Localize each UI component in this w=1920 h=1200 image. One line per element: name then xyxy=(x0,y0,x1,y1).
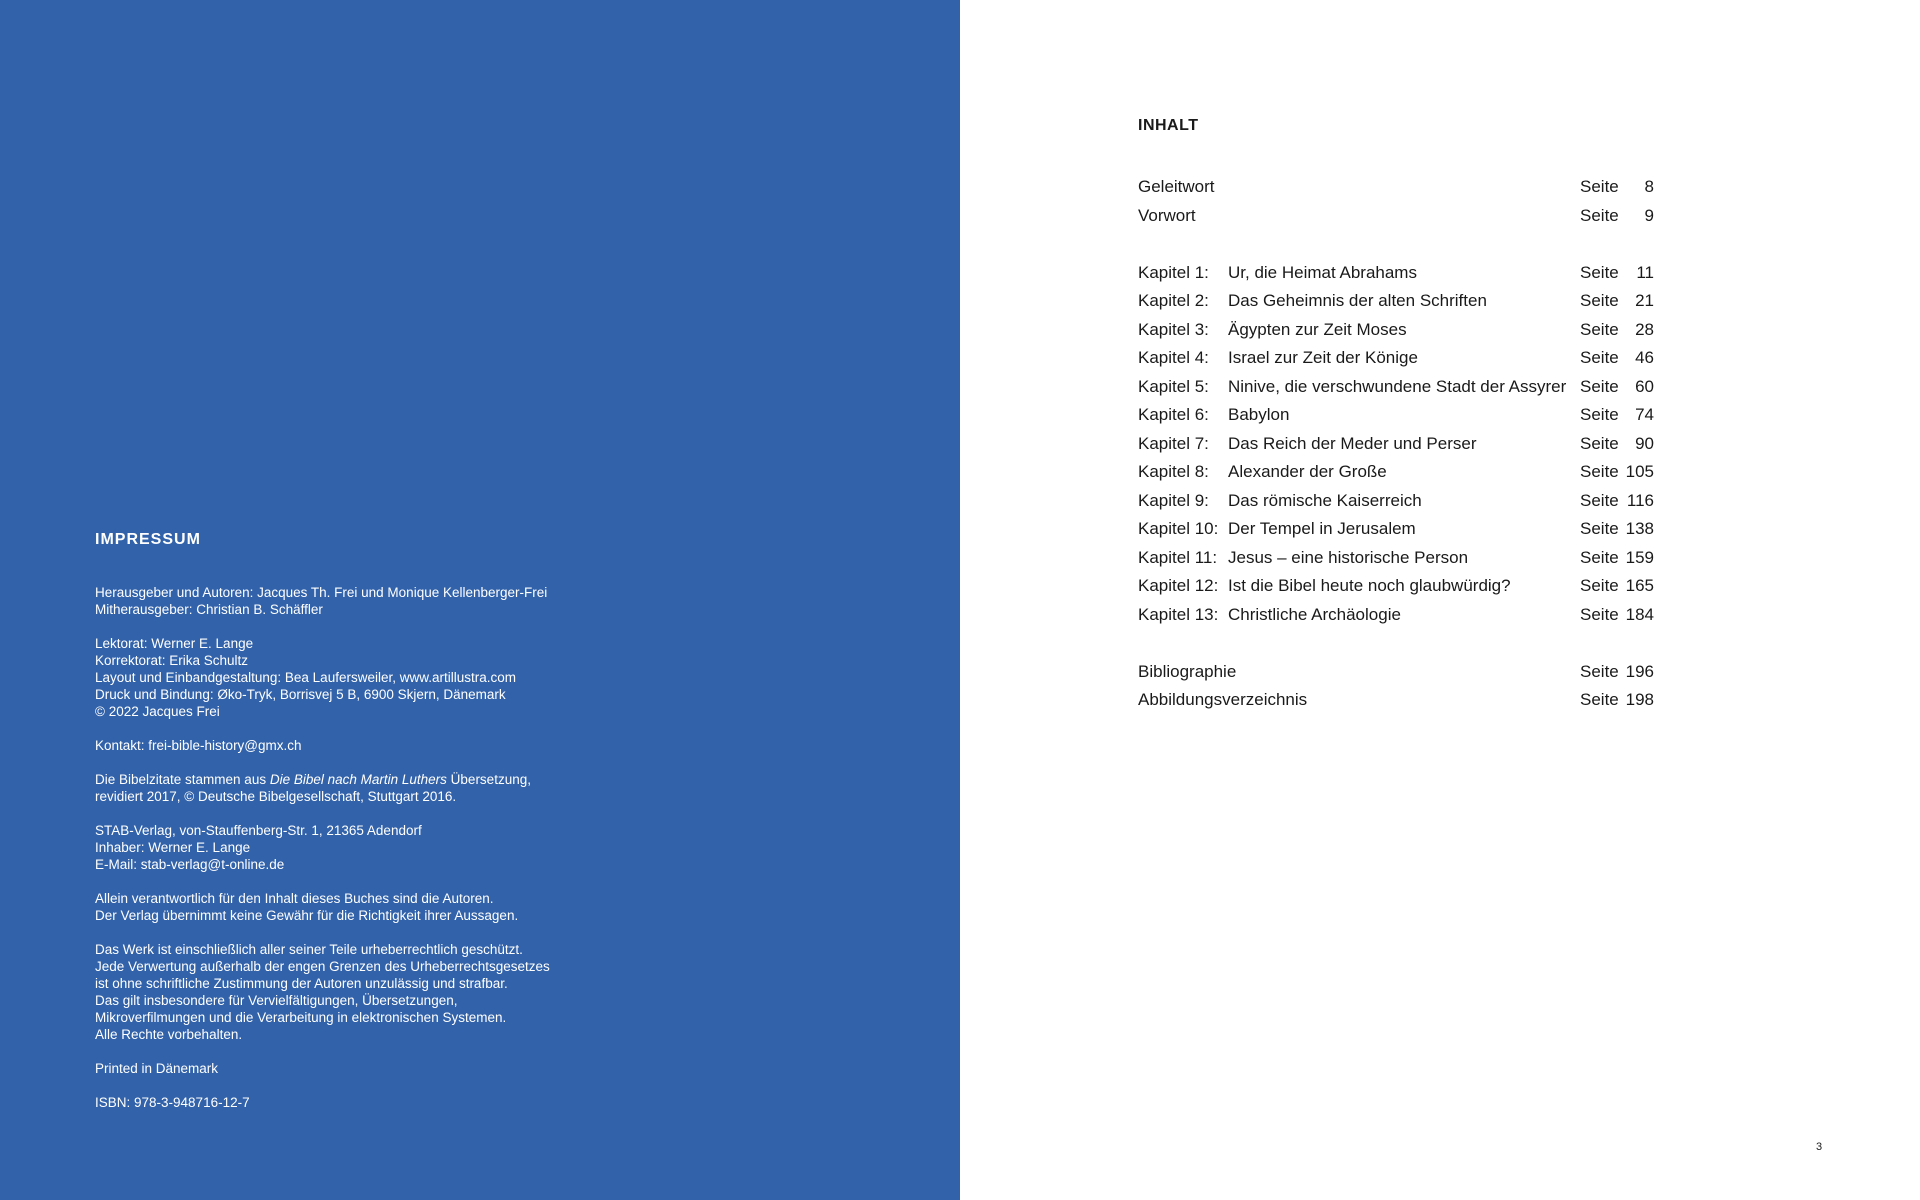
toc-chapter-label: Kapitel 6: xyxy=(1138,405,1209,424)
toc-seite-label: Seite xyxy=(1580,291,1619,310)
toc-chapter-label: Kapitel 9: xyxy=(1138,490,1209,510)
toc-chapter-label: Kapitel 12: xyxy=(1138,576,1219,595)
toc-chapter-entry xyxy=(1138,344,1738,373)
imp-line: Mikroverfilmungen und die Verarbeitung in elektronischen Systemen. xyxy=(95,1010,507,1025)
toc-page-number: 74 xyxy=(1635,405,1654,424)
toc-chapter-entry xyxy=(1138,544,1738,573)
imp-line: Druck und Bindung: Øko-Tryk, Borrisvej 5 B, 6900 Skjern, Dänemark xyxy=(95,687,506,702)
toc-chapter-entry xyxy=(1138,458,1738,487)
toc-page-number: 9 xyxy=(1644,205,1654,225)
imp-line: ISBN: 978-3-948716-12-7 xyxy=(95,1095,250,1110)
toc-entry-title: Israel zur Zeit der Könige xyxy=(1228,348,1418,367)
toc-page-number: 196 xyxy=(1625,661,1654,681)
toc-seite-label: Seite xyxy=(1580,319,1619,339)
toc-page-number: 105 xyxy=(1625,462,1654,481)
toc-seite-label: Seite xyxy=(1580,433,1619,453)
toc-chapter-entry xyxy=(1138,401,1738,430)
toc-seite-label: Seite xyxy=(1580,177,1619,196)
imp-line: Herausgeber und Autoren: Jacques Th. Frei und Monique Kellenberger-Frei xyxy=(95,585,548,600)
toc-chapter-entry xyxy=(1138,601,1738,630)
imp-line: Jede Verwertung außerhalb der engen Grenzen des Urheberrechtsgesetzes xyxy=(95,959,550,974)
toc-seite-label: Seite xyxy=(1580,205,1619,225)
toc-page-number: 159 xyxy=(1625,547,1654,567)
toc-chapter-entry xyxy=(1138,373,1738,402)
imp-block-publisher xyxy=(95,822,915,873)
impressum-section xyxy=(95,530,915,1128)
toc-page-number: 116 xyxy=(1626,490,1654,510)
toc-seite-label: Seite xyxy=(1580,547,1619,567)
toc-entry-title: Das römische Kaiserreich xyxy=(1228,490,1422,510)
toc-entry-title: Babylon xyxy=(1228,405,1290,424)
toc-front-matter xyxy=(1138,173,1738,230)
toc-page-number: 46 xyxy=(1635,348,1654,367)
toc-seite-label: Seite xyxy=(1580,490,1619,510)
toc-entry-title: Geleitwort xyxy=(1138,177,1215,196)
imp-block-contact xyxy=(95,737,915,754)
toc-chapter-entry xyxy=(1138,316,1738,345)
toc-seite-label: Seite xyxy=(1580,405,1619,424)
toc-page-number: 8 xyxy=(1644,177,1654,196)
toc-entry-title: Das Reich der Meder und Perser xyxy=(1228,433,1477,453)
imp-block-bible-quotes xyxy=(95,771,915,805)
page-number: 3 xyxy=(1816,1141,1823,1153)
toc-chapter-entry xyxy=(1138,430,1738,459)
toc-chapter-entry xyxy=(1138,572,1738,601)
imp-line: Das Werk ist einschließlich aller seiner Teile urheberrechtlich geschützt. xyxy=(95,942,523,957)
toc-entry-title: Ist die Bibel heute noch glaubwürdig? xyxy=(1228,576,1511,595)
toc-page-number: 90 xyxy=(1635,433,1654,453)
imp-line: © 2022 Jacques Frei xyxy=(95,704,220,719)
toc-page-number: 11 xyxy=(1636,262,1654,282)
toc-page-number: 28 xyxy=(1635,319,1654,339)
imp-block-responsibility xyxy=(95,890,915,924)
toc-seite-label: Seite xyxy=(1580,661,1619,681)
imp-line: STAB-Verlag, von-Stauffenberg-Str. 1, 21365 Adendorf xyxy=(95,823,422,838)
imp-line: Mitherausgeber: Christian B. Schäffler xyxy=(95,602,323,617)
toc-entry-title: Jesus – eine historische Person xyxy=(1228,547,1469,567)
toc-entry-title: Ur, die Heimat Abrahams xyxy=(1228,262,1417,282)
imp-line: E-Mail: stab-verlag@t-online.de xyxy=(95,857,285,872)
toc-entry-title: Das Geheimnis der alten Schriften xyxy=(1228,291,1487,310)
imp-line: Korrektorat: Erika Schultz xyxy=(95,653,249,668)
imp-block-printed-in xyxy=(95,1060,915,1077)
toc-page-number: 165 xyxy=(1625,576,1654,595)
imp-line: Das gilt insbesondere für Vervielfältigungen, Übersetzungen, xyxy=(95,993,458,1008)
toc-seite-label: Seite xyxy=(1580,576,1619,595)
imp-line-bible-source xyxy=(95,771,915,788)
contents-page xyxy=(960,0,1920,1200)
imp-line: Der Verlag übernimmt keine Gewähr für die Richtigkeit ihrer Aussagen. xyxy=(95,908,519,923)
toc-entry xyxy=(1138,658,1738,687)
impressum-heading: IMPRESSUM xyxy=(95,531,201,548)
bible-quote-prefix: Die Bibelzitate stammen aus xyxy=(95,772,270,787)
toc-entry-title: Alexander der Große xyxy=(1228,462,1387,481)
toc-entry-title: Bibliographie xyxy=(1138,661,1237,681)
bible-quote-italic: Die Bibel nach Martin Luthers xyxy=(269,772,447,787)
toc-chapter-label: Kapitel 3: xyxy=(1138,319,1209,339)
toc-chapter-entry xyxy=(1138,515,1738,544)
imp-line: Kontakt: frei-bible-history@gmx.ch xyxy=(95,738,302,753)
toc-seite-label: Seite xyxy=(1580,348,1619,367)
toc-seite-label: Seite xyxy=(1580,376,1619,396)
toc-chapter-label: Kapitel 7: xyxy=(1138,433,1209,453)
toc-chapter-label: Kapitel 8: xyxy=(1138,462,1209,481)
imp-block-isbn xyxy=(95,1094,915,1111)
imp-line: ist ohne schriftliche Zustimmung der Autoren unzulässig und strafbar. xyxy=(95,976,508,991)
imp-block-editors xyxy=(95,584,915,618)
table-of-contents xyxy=(1138,173,1738,743)
toc-seite-label: Seite xyxy=(1580,519,1619,538)
toc-back-matter xyxy=(1138,658,1738,715)
toc-entry-title: Ninive, die verschwundene Stadt der Assyrer xyxy=(1228,376,1567,396)
contents-heading: INHALT xyxy=(1138,117,1199,134)
imp-line: Alle Rechte vorbehalten. xyxy=(95,1027,243,1042)
imp-line: Layout und Einbandgestaltung: Bea Laufersweiler, www.artillustra.com xyxy=(95,670,516,685)
toc-entry-title: Der Tempel in Jerusalem xyxy=(1228,519,1416,538)
toc-page-number: 198 xyxy=(1625,690,1654,709)
toc-page-number: 184 xyxy=(1625,604,1654,624)
toc-entry-title: Ägypten zur Zeit Moses xyxy=(1228,319,1407,339)
toc-chapter-label: Kapitel 5: xyxy=(1138,376,1209,396)
toc-chapter-label: Kapitel 2: xyxy=(1138,291,1209,310)
toc-chapter-entry xyxy=(1138,287,1738,316)
toc-chapter-label: Kapitel 10: xyxy=(1138,519,1219,538)
toc-seite-label: Seite xyxy=(1580,462,1619,481)
toc-page-number: 138 xyxy=(1625,519,1654,538)
toc-page-number: 21 xyxy=(1635,291,1654,310)
bible-quote-suffix: Übersetzung, xyxy=(446,772,531,787)
imp-line: Inhaber: Werner E. Lange xyxy=(95,840,251,855)
toc-seite-label: Seite xyxy=(1580,262,1619,282)
toc-entry xyxy=(1138,173,1738,202)
toc-chapter-label: Kapitel 4: xyxy=(1138,348,1209,367)
toc-entry xyxy=(1138,686,1738,715)
toc-chapter-entry xyxy=(1138,487,1738,516)
toc-seite-label: Seite xyxy=(1580,604,1619,624)
toc-entry-title: Vorwort xyxy=(1138,205,1196,225)
toc-chapters xyxy=(1138,259,1738,630)
toc-entry-title: Abbildungsverzeichnis xyxy=(1138,690,1308,709)
imp-line: revidiert 2017, © Deutsche Bibelgesellschaft, Stuttgart 2016. xyxy=(95,789,457,804)
imp-block-production xyxy=(95,635,915,720)
toc-chapter-label: Kapitel 1: xyxy=(1138,262,1209,282)
toc-entry xyxy=(1138,202,1738,231)
toc-chapter-entry xyxy=(1138,259,1738,288)
imp-block-copyright xyxy=(95,941,915,1043)
toc-entry-title: Christliche Archäologie xyxy=(1228,604,1401,624)
toc-page-number: 60 xyxy=(1635,376,1654,396)
imp-line: Lektorat: Werner E. Lange xyxy=(95,636,254,651)
toc-chapter-label: Kapitel 13: xyxy=(1138,604,1219,624)
toc-seite-label: Seite xyxy=(1580,690,1619,709)
toc-chapter-label: Kapitel 11: xyxy=(1138,547,1218,567)
imp-line: Allein verantwortlich für den Inhalt dieses Buches sind die Autoren. xyxy=(95,891,494,906)
imp-line: Printed in Dänemark xyxy=(95,1061,219,1076)
